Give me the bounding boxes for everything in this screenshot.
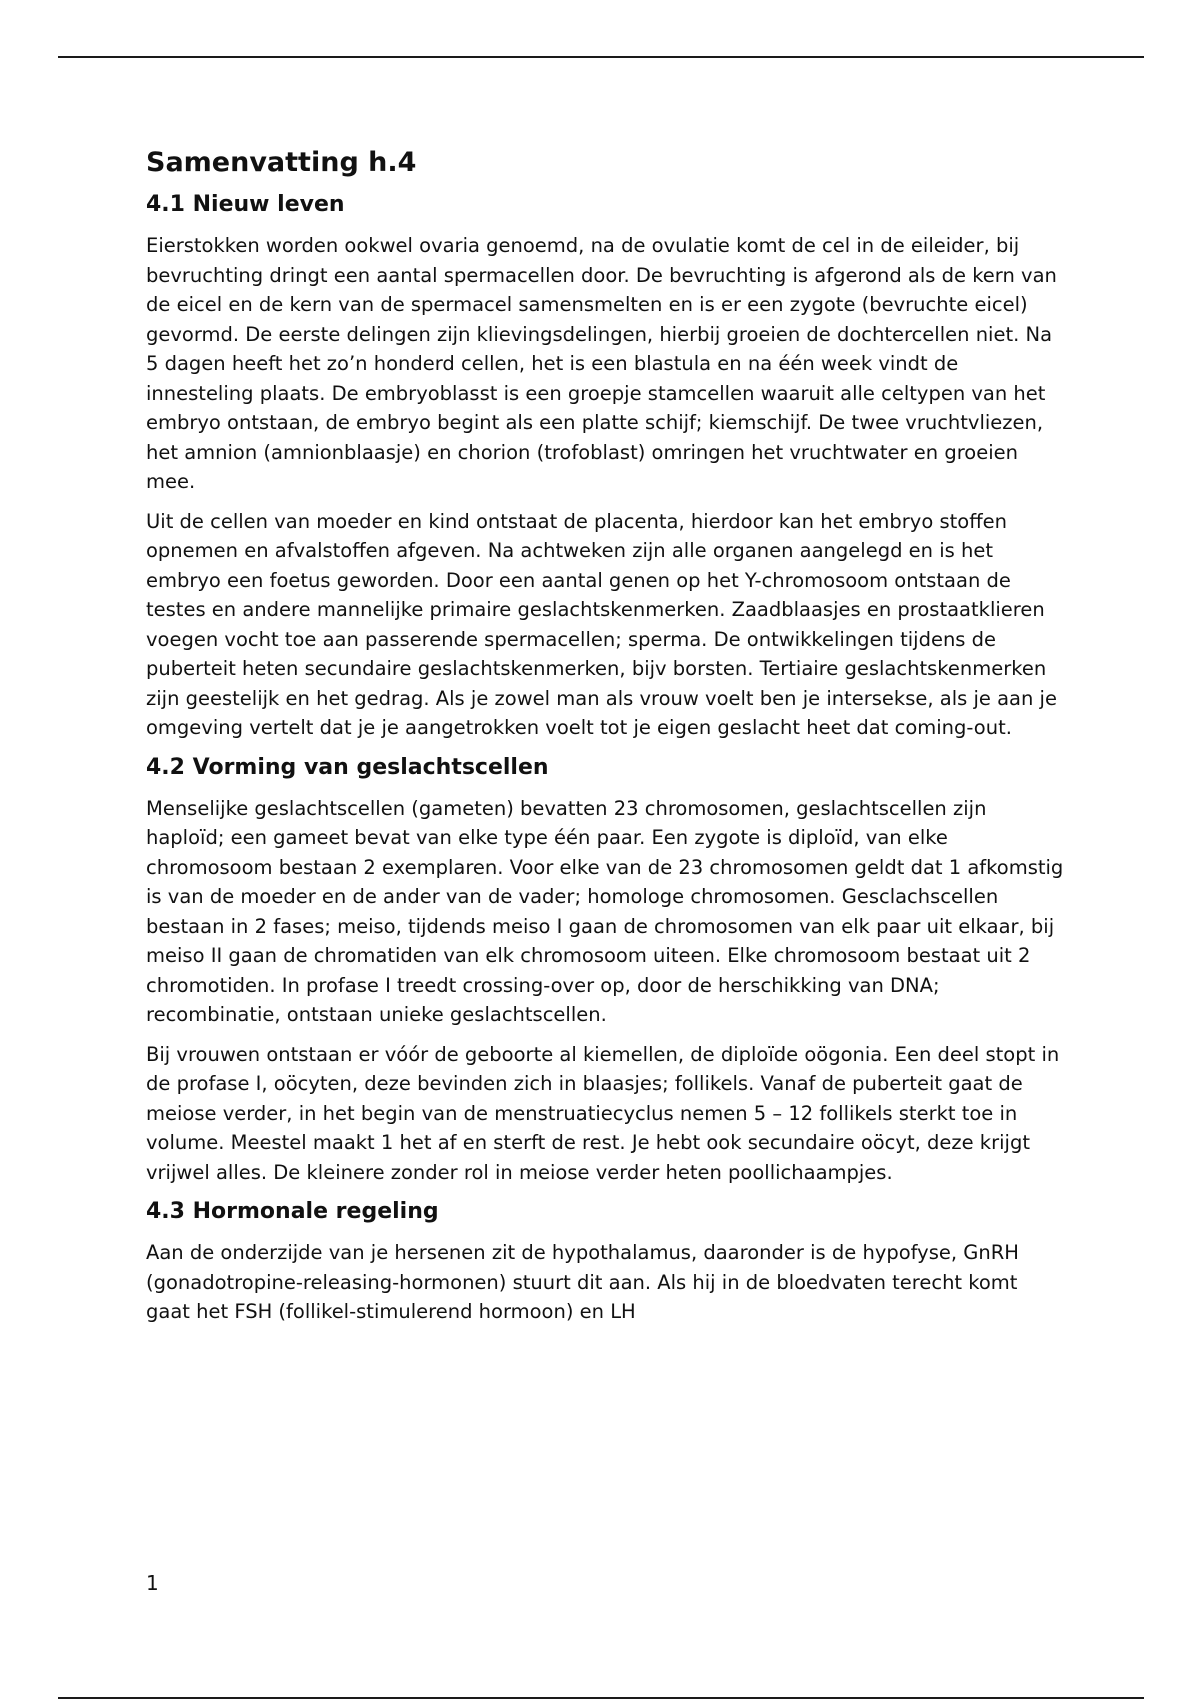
paragraph: Aan de onderzijde van je hersenen zit de hypothalamus, daaronder is de hypofyse, GnRH (gonadotropine-releasing-hormonen) stuurt dit aan. Als hij in de bloedvaten terecht komt gaat het FSH (follikel-stimulerend hormoon) en LH xyxy=(146,1241,1019,1323)
document-title: Samenvatting h.4 xyxy=(146,147,417,178)
document-body xyxy=(146,146,1066,1337)
section-4-3 xyxy=(146,1197,1066,1327)
section-4-1 xyxy=(146,190,1066,743)
section-heading: 4.3 Hormonale regeling xyxy=(146,1199,439,1224)
page-number: 1 xyxy=(146,1571,159,1595)
paragraph: Bij vrouwen ontstaan er vóór de geboorte al kiemellen, de diploïde oögonia. Een deel stopt in de profase I, oöcyten, deze bevinden zich in blaasjes; follikels. Vanaf de puberteit gaat de meiose verder, in het begin van de menstruatiecyclus nemen 5 – 12 follikels sterkt toe in volume. Meestel maakt 1 het af en sterft de rest. Je hebt ook secundaire oöcyt, deze krijgt vrijwel alles. De kleinere zonder rol in meiose verder heten poollichaampjes. xyxy=(146,1042,1060,1184)
section-heading: 4.1 Nieuw leven xyxy=(146,192,345,217)
paragraph: Menselijke geslachtscellen (gameten) bevatten 23 chromosomen, geslachtscellen zijn haploïd; een gameet bevat van elke type één paar. Een zygote is diploïd, van elke chromosoom bestaan 2 exemplaren. Voor elke van de 23 chromosomen geldt dat 1 afkomstig is van de moeder en de ander van de vader; homologe chromosomen. Gesclachscellen bestaan in 2 fases; meiso, tijdends meiso I gaan de chromosomen van elk paar uit elkaar, bij meiso II gaan de chromatiden van elk chromosoom uiteen. Elke chromosoom bestaat uit 2 chromotiden. In profase I treedt crossing-over op, door de herschikking van DNA; recombinatie, ontstaan unieke geslachtscellen. xyxy=(146,796,1064,1026)
section-heading: 4.2 Vorming van geslachtscellen xyxy=(146,754,549,780)
paragraph: Eierstokken worden ookwel ovaria genoemd, na de ovulatie komt de cel in de eileider, bij bevruchting dringt een aantal spermacellen door. De bevruchting is afgerond als de kern van de eicel en de kern van de spermacel samensmelten en is er een zygote (bevruchte eicel) gevormd. De eerste delingen zijn klievingsdelingen, hierbij groeien de dochtercellen niet. Na 5 dagen heeft het zo’n honderd cellen, het is een blastula en na één week vindt de innesteling plaats. De embryoblasst is een groepje stamcellen waaruit alle celtypen van het embryo ontstaan, de embryo begint als een platte schijf; kiemschijf. De twee vruchtvliezen, het amnion (amnionblaasje) en chorion (trofoblast) omringen het vruchtwater en groeien mee. xyxy=(146,234,1057,493)
paragraph: Uit de cellen van moeder en kind ontstaat de placenta, hierdoor kan het embryo stoffen opnemen en afvalstoffen afgeven. Na achtweken zijn alle organen aangelegd en is het embryo een foetus geworden. Door een aantal genen op het Y-chromosoom ontstaan de testes en andere mannelijke primaire geslachtskenmerken. Zaadblaasjes en prostaatklieren voegen vocht toe aan passerende spermacellen; sperma. De ontwikkelingen tijdens de puberteit heten secundaire geslachtskenmerken, bijv borsten. Tertiaire geslachtskenmerken zijn geestelijk en het gedrag. Als je zowel man als vrouw voelt ben je intersekse, als je aan je omgeving vertelt dat je je aangetrokken voelt tot je eigen geslacht heet dat coming-out. xyxy=(146,509,1057,739)
footer-rule xyxy=(58,1697,1144,1699)
section-4-2 xyxy=(146,753,1066,1188)
header-rule xyxy=(58,56,1144,58)
